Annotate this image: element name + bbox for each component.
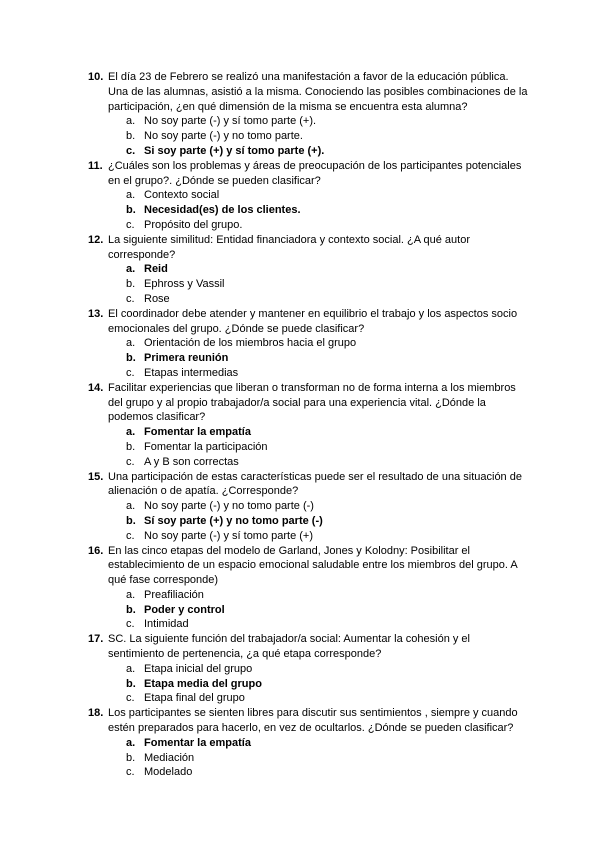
option-text: Etapa inicial del grupo <box>144 662 253 675</box>
answer-option-correct <box>108 677 528 692</box>
answer-options <box>108 114 528 158</box>
option-text: Orientación de los miembros hacia el grupo <box>144 337 357 350</box>
option-text: Necesidad(es) de los clientes. <box>144 204 301 217</box>
option-letter: c. <box>126 455 135 468</box>
option-text: Fomentar la empatía <box>144 736 251 749</box>
answer-option-correct <box>108 425 528 440</box>
option-text: Rose <box>144 292 170 305</box>
option-letter: a. <box>126 662 136 675</box>
option-letter: b. <box>126 130 136 143</box>
answer-option-correct <box>108 144 528 159</box>
question-number: 15. <box>88 470 104 483</box>
option-text: Contexto social <box>144 189 220 202</box>
question-18 <box>0 706 600 780</box>
option-letter: c. <box>126 292 135 305</box>
option-text: Ephross y Vassil <box>144 278 225 291</box>
answer-options <box>108 336 528 380</box>
question-17 <box>0 632 600 706</box>
answer-options <box>108 499 528 543</box>
option-letter: a. <box>126 588 136 601</box>
question-text: ¿Cuáles son los problemas y áreas de preocupación de los participantes potenciales en el grupo?. ¿Dónde se pueden clasificar? <box>108 159 522 187</box>
question-14 <box>0 381 600 470</box>
option-letter: c. <box>126 144 136 157</box>
option-text: Etapa media del grupo <box>144 677 262 690</box>
option-letter: a. <box>126 500 136 513</box>
option-text: No soy parte (-) y sí tomo parte (+) <box>144 529 314 542</box>
option-letter: b. <box>126 603 136 616</box>
answer-option <box>108 691 528 706</box>
option-letter: c. <box>126 618 135 631</box>
question-number: 10. <box>88 71 104 83</box>
option-letter: b. <box>126 514 136 527</box>
question-text: La siguiente similitud: Entidad financiadora y contexto social. ¿A qué autor corresponde? <box>108 233 470 261</box>
option-letter: a. <box>126 337 136 350</box>
option-letter: c. <box>126 692 135 705</box>
question-number: 12. <box>88 233 104 246</box>
answer-option <box>108 129 528 144</box>
answer-options <box>108 425 528 469</box>
answer-options <box>108 262 528 306</box>
question-number: 18. <box>88 707 104 720</box>
question-10 <box>0 70 600 159</box>
option-letter: b. <box>126 440 136 453</box>
answer-option <box>108 455 528 470</box>
question-number: 11. <box>88 159 103 172</box>
question-15 <box>0 470 600 544</box>
answer-option <box>108 218 528 233</box>
option-letter: b. <box>126 352 136 365</box>
option-letter: a. <box>126 263 136 276</box>
option-text: No soy parte (-) y sí tomo parte (+). <box>144 115 317 128</box>
question-13 <box>0 307 600 381</box>
option-text: Propósito del grupo. <box>144 218 243 231</box>
option-letter: b. <box>126 677 136 690</box>
question-number: 16. <box>88 544 104 557</box>
option-text: Sí soy parte (+) y no tomo parte (-) <box>144 514 323 527</box>
answer-option <box>108 277 528 292</box>
option-letter: c. <box>126 218 135 231</box>
option-letter: a. <box>126 115 136 128</box>
question-text: Facilitar experiencias que liberan o transforman no de forma interna a los miembros del grupo y al propio trabajador/a social para una experiencia vital. ¿Dónde la podemos clasificar? <box>108 381 516 424</box>
answer-option <box>108 366 528 381</box>
answer-option <box>108 588 528 603</box>
option-text: Fomentar la empatía <box>144 426 251 439</box>
question-number: 13. <box>88 307 104 320</box>
option-text: Reid <box>144 263 168 276</box>
answer-option <box>108 662 528 677</box>
question-number: 14. <box>88 381 104 394</box>
answer-option <box>108 292 528 307</box>
question-list <box>0 70 600 780</box>
answer-option-correct <box>108 262 528 277</box>
option-text: Intimidad <box>144 618 189 631</box>
option-text: A y B son correctas <box>144 455 239 468</box>
option-letter: c. <box>126 766 135 779</box>
answer-option-correct <box>108 351 528 366</box>
answer-option <box>108 188 528 203</box>
option-text: Fomentar la participación <box>144 440 268 453</box>
option-text: Etapas intermedias <box>144 366 239 379</box>
option-letter: b. <box>126 204 136 217</box>
option-text: Poder y control <box>144 603 225 616</box>
question-text: El coordinador debe atender y mantener en equilibrio el trabajo y los aspectos socio emocionales del grupo. ¿Dónde se puede clasificar? <box>108 307 518 335</box>
answer-options <box>108 188 528 232</box>
option-text: Primera reunión <box>144 352 229 365</box>
option-letter: a. <box>126 189 136 202</box>
option-letter: b. <box>126 751 136 764</box>
answer-options <box>108 588 528 632</box>
answer-option-correct <box>108 514 528 529</box>
option-letter: c. <box>126 366 135 379</box>
option-text: No soy parte (-) y no tomo parte (-) <box>144 500 314 513</box>
question-text: Una participación de estas características puede ser el resultado de una situación de alienación o de apatía. ¿Corresponde? <box>108 470 522 498</box>
question-text: En las cinco etapas del modelo de Garland, Jones y Kolodny: Posibilitar el establecimiento de un espacio emocional saludable entre los miembros del grupo. A qué fase corresponde) <box>108 544 518 587</box>
option-letter: a. <box>126 736 136 749</box>
answer-option <box>108 114 528 129</box>
option-letter: b. <box>126 278 136 291</box>
option-text: Mediación <box>144 751 195 764</box>
option-letter: a. <box>126 426 136 439</box>
option-text: No soy parte (-) y no tomo parte. <box>144 130 303 143</box>
option-text: Etapa final del grupo <box>144 692 245 705</box>
question-16 <box>0 544 600 633</box>
option-text: Modelado <box>144 766 193 779</box>
answer-option-correct <box>108 736 528 751</box>
answer-option <box>108 440 528 455</box>
option-text: Si soy parte (+) y sí tomo parte (+). <box>144 144 325 157</box>
answer-option <box>108 336 528 351</box>
answer-options <box>108 736 528 780</box>
question-text: Los participantes se sienten libres para discutir sus sentimientos , siempre y cuando estén preparados para hacerlo, en vez de ocultarlos. ¿Dónde se pueden clasificar? <box>108 707 518 735</box>
option-text: Preafiliación <box>144 588 204 601</box>
answer-option <box>108 765 528 780</box>
question-number: 17. <box>88 633 104 646</box>
question-11 <box>0 159 600 233</box>
answer-option <box>108 751 528 766</box>
answer-options <box>108 662 528 706</box>
answer-option <box>108 617 528 632</box>
answer-option <box>108 499 528 514</box>
answer-option <box>108 529 528 544</box>
question-12 <box>0 233 600 307</box>
answer-option-correct <box>108 203 528 218</box>
question-text: El día 23 de Febrero se realizó una manifestación a favor de la educación pública. Una de las alumnas, asistió a la misma. Conociendo las posibles combinaciones de la participación, ¿en qué dimensión de la misma se encuentra esta alumna? <box>108 71 528 113</box>
option-letter: c. <box>126 529 135 542</box>
answer-option-correct <box>108 603 528 618</box>
question-text: SC. La siguiente función del trabajador/a social: Aumentar la cohesión y el sentimiento de pertenencia, ¿a qué etapa corresponde? <box>108 633 470 661</box>
